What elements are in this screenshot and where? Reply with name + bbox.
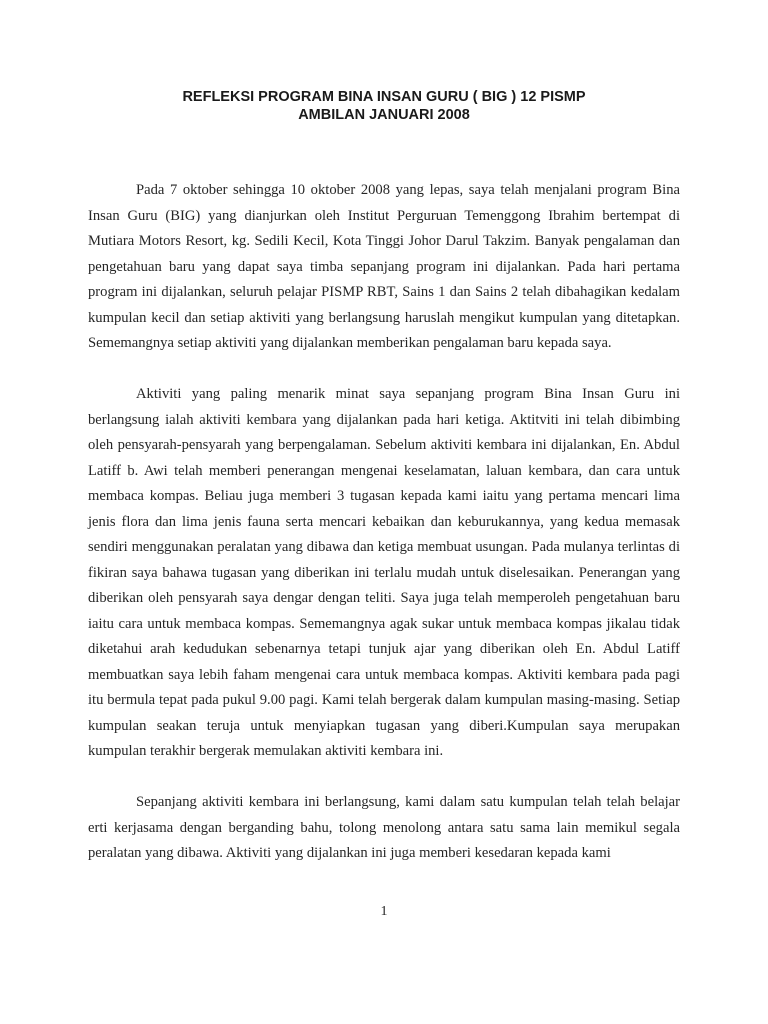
title-line-2: AMBILAN JANUARI 2008 — [298, 107, 470, 123]
document-body — [88, 178, 680, 892]
document-title — [0, 88, 768, 124]
paragraph-1: Pada 7 oktober sehingga 10 oktober 2008 yang lepas, saya telah menjalani program Bina Insan Guru (BIG) yang dianjurkan oleh Institut Perguruan Temenggong Ibrahim bertempat di Mutiara Motors Resort, kg. Sedili Kecil, Kota Tinggi Johor Darul Takzim. Banyak pengalaman dan pengetahuan baru yang dapat saya timba sepanjang program ini dijalankan. Pada hari pertama program ini dijalankan, seluruh pelajar PISMP RBT, Sains 1 dan Sains 2 telah dibahagikan kedalam kumpulan kecil dan setiap aktiviti yang berlangsung haruslah mengikut kumpulan yang ditetapkan. Sememangnya setiap aktiviti yang dijalankan memberikan pengalaman baru kepada saya. — [88, 182, 680, 351]
paragraph-2: Aktiviti yang paling menarik minat saya sepanjang program Bina Insan Guru ini berlangsung ialah aktiviti kembara yang dijalankan pada hari ketiga. Aktitviti ini telah dibimbing oleh pensyarah-pensyarah yang berpengalaman. Sebelum aktiviti kembara ini dijalankan, En. Abdul Latiff b. Awi telah memberi penerangan mengenai keselamatan, laluan kembara, dan cara untuk membaca kompas. Beliau juga memberi 3 tugasan kepada kami iaitu yang pertama mencari lima jenis flora dan lima jenis fauna serta mencari kebaikan dan keburukannya, yang kedua memasak sendiri menggunakan peralatan yang dibawa dan ketiga membuat usungan. Pada mulanya terlintas di fikiran saya bahawa tugasan yang diberikan ini terlalu mudah untuk diselesaikan. Penerangan yang diberikan oleh pensyarah saya dengar dengan teliti. Saya juga telah memperoleh pengetahuan baru iaitu cara untuk membaca kompas. Sememangnya agak sukar untuk membaca kompas jikalau tidak diketahui arah kedudukan sebenarnya tetapi tunjuk ajar yang diberikan oleh En. Abdul Latiff membuatkan saya lebih faham mengenai cara untuk membaca kompas. Aktiviti kembara pada pagi itu bermula tepat pada pukul 9.00 pagi. Kami telah bergerak dalam kumpulan masing-masing. Setiap kumpulan seakan teruja untuk menyiapkan tugasan yang diberi.Kumpulan saya merupakan kumpulan terakhir bergerak memulakan aktiviti kembara ini. — [88, 386, 680, 759]
page-number: 1 — [380, 904, 388, 919]
paragraph-3: Sepanjang aktiviti kembara ini berlangsung, kami dalam satu kumpulan telah telah belajar erti kerjasama dengan berganding bahu, tolong menolong antara satu sama lain memikul segala peralatan yang dibawa. Aktiviti yang dijalankan ini juga memberi kesedaran kepada kami — [88, 794, 680, 861]
title-line-1: REFLEKSI PROGRAM BINA INSAN GURU ( BIG ) 12 PISMP — [182, 89, 586, 105]
